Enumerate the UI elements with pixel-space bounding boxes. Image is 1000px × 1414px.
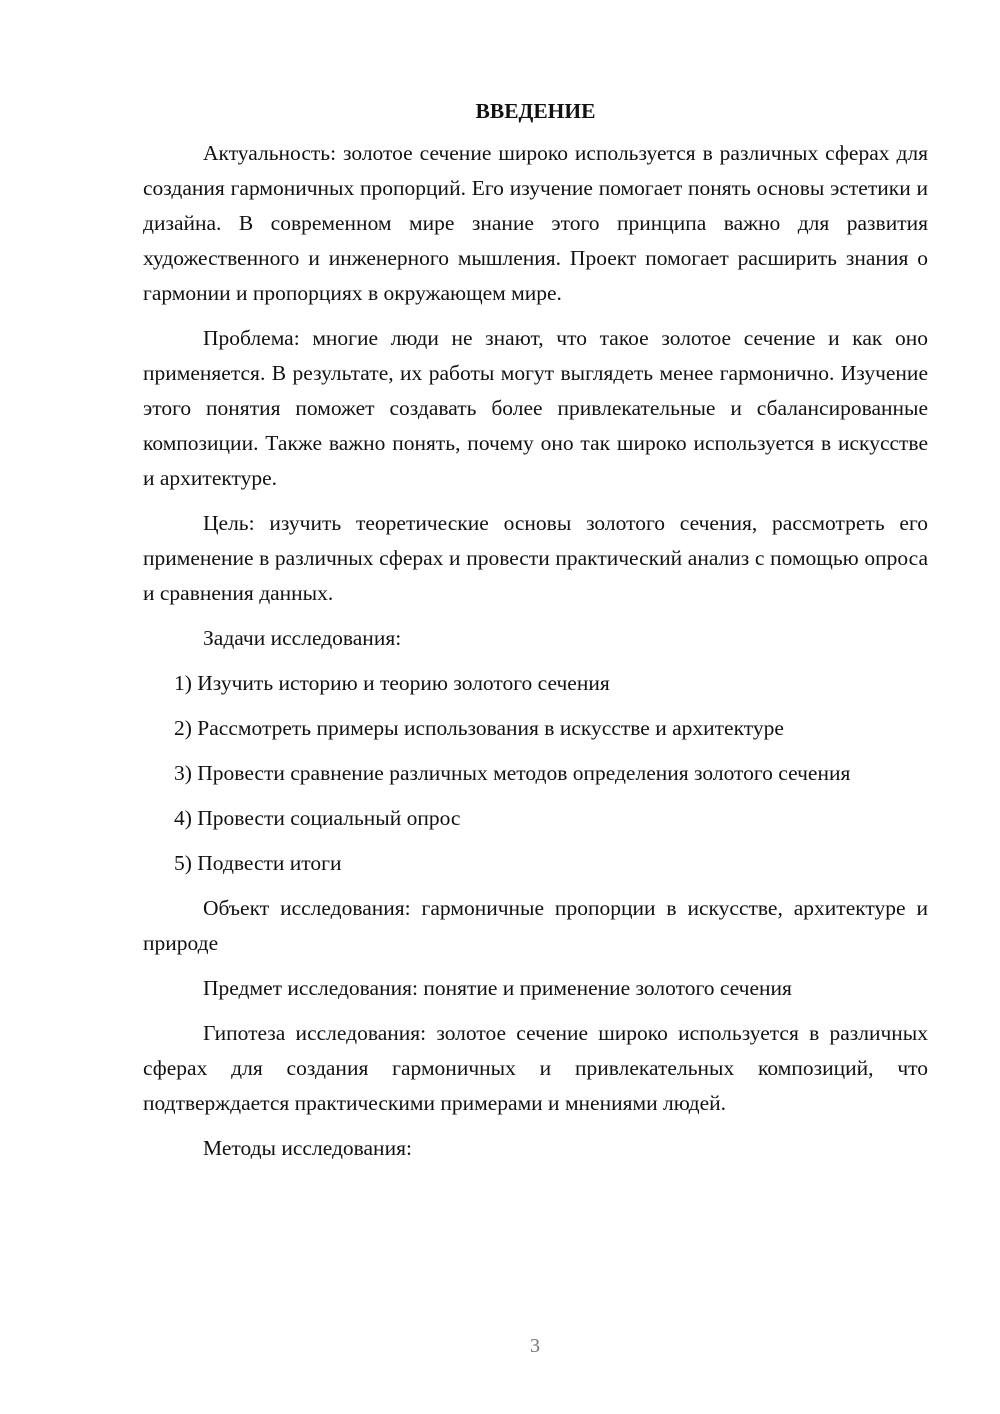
list-item: 4) Провести социальный опрос: [174, 806, 461, 830]
paragraph-hypothesis: Гипотеза исследования: золотое сечение широко используется в различных сферах для создания гармоничных и привлекательных композиций, что подтверждается практическими примерами и мнениями людей.: [143, 1021, 928, 1115]
paragraph-tasks-title: Задачи исследования:: [203, 626, 402, 650]
paragraph-relevance: Актуальность: золотое сечение широко используется в различных сферах для создания гармоничных пропорций. Его изучение помогает понять основы эстетики и дизайна. В современном мире знание этого принципа важно для развития художественного и инженерного мышления. Проект помогает расширить знания о гармонии и пропорциях в окружающем мире.: [143, 141, 928, 305]
paragraph-goal: Цель: изучить теоретические основы золотого сечения, рассмотреть его применение в различных сферах и провести практический анализ с помощью опроса и сравнения данных.: [143, 511, 928, 605]
page-content: [143, 96, 928, 1176]
paragraph-object: Объект исследования: гармоничные пропорции в искусстве, архитектуре и природе: [143, 896, 928, 955]
section-heading: ВВЕДЕНИЕ: [475, 99, 596, 123]
paragraph-problem: Проблема: многие люди не знают, что такое золотое сечение и как оно применяется. В результате, их работы могут выглядеть менее гармонично. Изучение этого понятия поможет создавать более привлекательные и сбалансированные композиции. Также важно понять, почему оно так широко используется в искусстве и архитектуре.: [143, 326, 928, 490]
list-item: 2) Рассмотреть примеры использования в искусстве и архитектуре: [174, 716, 784, 740]
tasks-list: [143, 666, 928, 881]
list-item: 1) Изучить историю и теорию золотого сечения: [174, 671, 610, 695]
paragraph-subject: Предмет исследования: понятие и применение золотого сечения: [203, 976, 792, 1000]
paragraph-methods-title: Методы исследования:: [203, 1136, 412, 1160]
page-number: 3: [530, 1335, 540, 1357]
list-item: 3) Провести сравнение различных методов определения золотого сечения: [174, 761, 851, 785]
list-item: 5) Подвести итоги: [174, 851, 342, 875]
